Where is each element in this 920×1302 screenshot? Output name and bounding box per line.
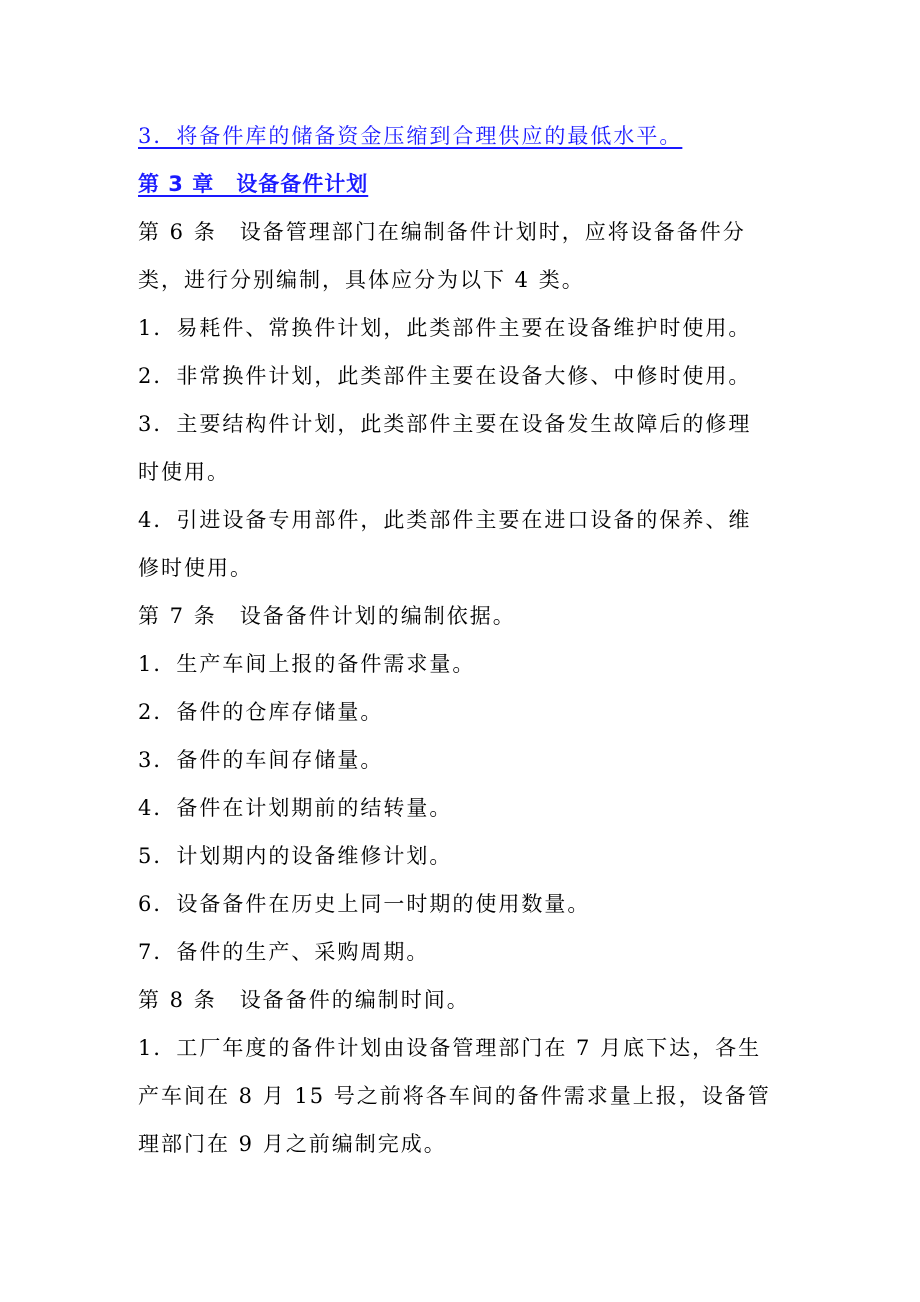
article-7-item-3: 3．备件的车间存储量。 [138,748,384,772]
article-6-title: 第 6 条 设备管理部门在编制备件计划时，应将设备备件分 [138,220,746,244]
document-body [138,112,778,1168]
article-6-item-3-cont: 时使用。 [138,460,230,484]
chapter-3-heading-link[interactable]: 第 3 章 设备备件计划 [138,172,369,196]
article-7-item-4: 4．备件在计划期前的结转量。 [138,796,453,820]
article-7-item-5: 5．计划期内的设备维修计划。 [138,844,453,868]
item-3-link[interactable]: 3．将备件库的储备资金压缩到合理供应的最低水平。 [138,124,683,148]
article-7-item-1: 1．生产车间上报的备件需求量。 [138,652,476,676]
article-6-item-4-cont: 修时使用。 [138,556,253,580]
article-6-item-1: 1．易耗件、常换件计划，此类部件主要在设备维护时使用。 [138,316,752,340]
article-6-item-2: 2．非常换件计划，此类部件主要在设备大修、中修时使用。 [138,364,752,388]
article-8-item-1-cont: 产车间在 8 月 15 号之前将各车间的备件需求量上报，设备管 [138,1084,771,1108]
article-6-item-3: 3．主要结构件计划，此类部件主要在设备发生故障后的修理 [138,412,752,436]
article-7-item-7: 7．备件的生产、采购周期。 [138,940,430,964]
article-7-item-6: 6．设备备件在历史上同一时期的使用数量。 [138,892,591,916]
article-8-title: 第 8 条 设备备件的编制时间。 [138,988,470,1012]
article-6-title-cont: 类，进行分别编制，具体应分为以下 4 类。 [138,268,585,292]
article-8-item-1: 1．工厂年度的备件计划由设备管理部门在 7 月底下达，各生 [138,1036,762,1060]
article-6-item-4: 4．引进设备专用部件，此类部件主要在进口设备的保养、维 [138,508,752,532]
article-7-item-2: 2．备件的仓库存储量。 [138,700,384,724]
article-7-title: 第 7 条 设备备件计划的编制依据。 [138,604,516,628]
article-8-item-1-cont2: 理部门在 9 月之前编制完成。 [138,1132,447,1156]
